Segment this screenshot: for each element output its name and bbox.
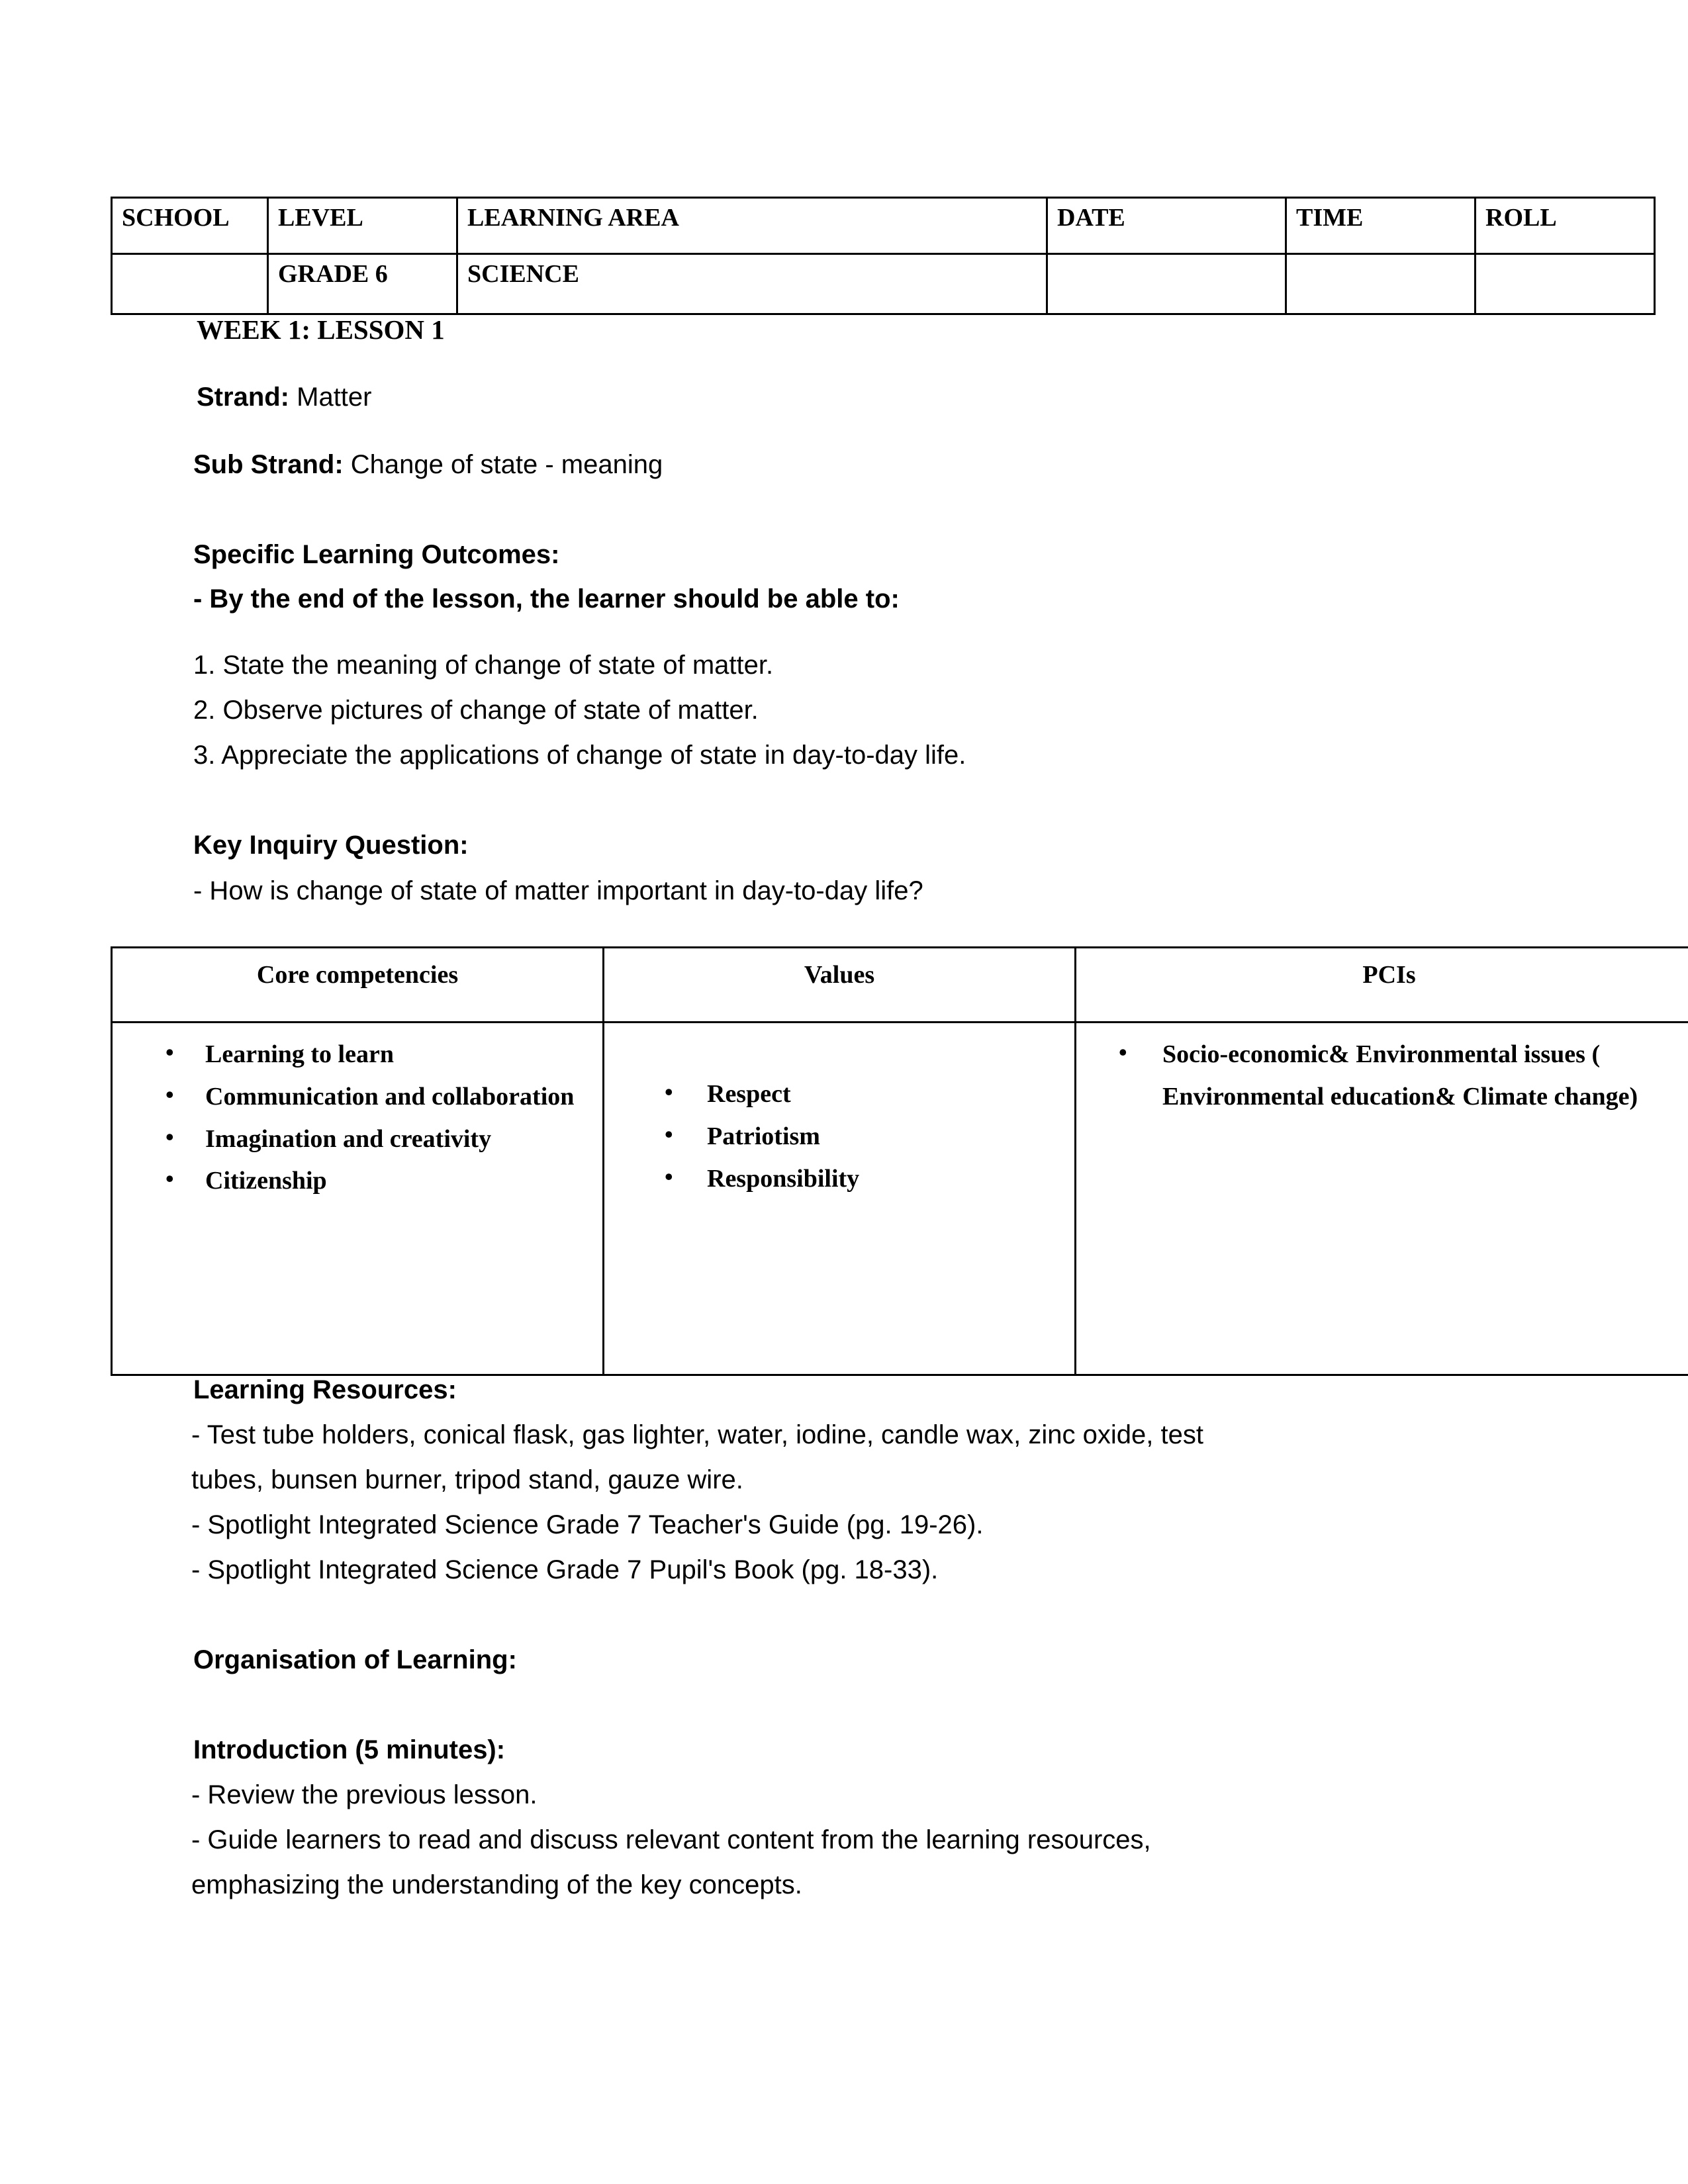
learning-resources-heading: Learning Resources:: [193, 1375, 457, 1404]
strand-value: Matter: [297, 383, 372, 412]
value-cell-date: [1047, 254, 1286, 314]
key-inquiry-question-heading: Key Inquiry Question:: [193, 831, 469, 860]
header-cell-school: SCHOOL: [112, 198, 268, 254]
learning-resources-line-1: - Test tube holders, conical flask, gas lighter, water, iodine, candle wax, zinc oxide, test: [191, 1420, 1203, 1449]
column-header-values: Values: [604, 948, 1076, 1023]
learning-resources-line-3: - Spotlight Integrated Science Grade 7 Teacher's Guide (pg. 19-26).: [191, 1510, 984, 1539]
list-item: • Communication and collaboration: [205, 1076, 596, 1118]
learning-resources-line-2: tubes, bunsen burner, tripod stand, gauze wire.: [191, 1465, 743, 1494]
pcis-list: [1083, 1034, 1688, 1118]
introduction-line-1: - Review the previous lesson.: [191, 1780, 538, 1809]
value-cell-school: [112, 254, 268, 314]
header-cell-level: LEVEL: [268, 198, 457, 254]
sub-strand-line: [193, 451, 663, 478]
introduction-heading: Introduction (5 minutes):: [193, 1735, 506, 1764]
value-cell-roll: [1476, 254, 1655, 314]
sub-strand-label: Sub Strand:: [193, 450, 344, 479]
specific-learning-outcomes-subheading: - By the end of the lesson, the learner should be able to:: [193, 584, 900, 614]
column-header-core-competencies: Core competencies: [112, 948, 604, 1023]
value-cell-learning-area: SCIENCE: [457, 254, 1047, 314]
organisation-of-learning-heading: Organisation of Learning:: [193, 1645, 517, 1674]
cell-values: [604, 1023, 1076, 1375]
value-cell-level: GRADE 6: [268, 254, 457, 314]
specific-learning-outcomes-heading: Specific Learning Outcomes:: [193, 540, 560, 569]
column-header-pcis: PCIs: [1076, 948, 1688, 1023]
list-item: • Responsibility: [707, 1158, 1068, 1201]
value-cell-time: [1286, 254, 1476, 314]
header-cell-roll: ROLL: [1476, 198, 1655, 254]
list-item: • Patriotism: [707, 1116, 1068, 1158]
list-item: • Socio-economic& Environmental issues ( Environmental education& Climate change): [1162, 1034, 1688, 1118]
learning-outcome-item-1: 1. State the meaning of change of state of matter.: [193, 651, 774, 680]
strand-line: [197, 384, 371, 410]
cell-core-competencies: [112, 1023, 604, 1375]
list-item: • Citizenship: [205, 1160, 596, 1203]
week-lesson-heading: WEEK 1: LESSON 1: [197, 314, 445, 345]
cell-pcis: [1076, 1023, 1688, 1375]
header-cell-learning-area: LEARNING AREA: [457, 198, 1047, 254]
list-item: • Learning to learn: [205, 1034, 596, 1076]
learning-resources-line-4: - Spotlight Integrated Science Grade 7 Pupil's Book (pg. 18-33).: [191, 1555, 939, 1584]
list-item: • Respect: [707, 1073, 1068, 1116]
competency-values-pcis-table: [111, 946, 1688, 1376]
sub-strand-value: Change of state - meaning: [350, 450, 663, 479]
strand-label: Strand:: [197, 383, 289, 412]
learning-outcome-item-2: 2. Observe pictures of change of state of matter.: [193, 696, 759, 725]
lesson-info-table: [111, 197, 1656, 315]
header-cell-time: TIME: [1286, 198, 1476, 254]
header-cell-date: DATE: [1047, 198, 1286, 254]
table-row: [112, 198, 1655, 254]
introduction-line-2: - Guide learners to read and discuss relevant content from the learning resources,: [191, 1825, 1151, 1854]
core-competencies-list: [119, 1034, 596, 1203]
list-item: • Imagination and creativity: [205, 1118, 596, 1161]
table-header-row: [112, 948, 1688, 1023]
learning-outcome-item-3: 3. Appreciate the applications of change of state in day-to-day life.: [193, 741, 966, 770]
introduction-line-3: emphasizing the understanding of the key concepts.: [191, 1870, 802, 1899]
values-list: [611, 1034, 1068, 1200]
table-row: [112, 1023, 1688, 1375]
key-inquiry-question-text: - How is change of state of matter important in day-to-day life?: [193, 876, 923, 905]
table-row: [112, 254, 1655, 314]
